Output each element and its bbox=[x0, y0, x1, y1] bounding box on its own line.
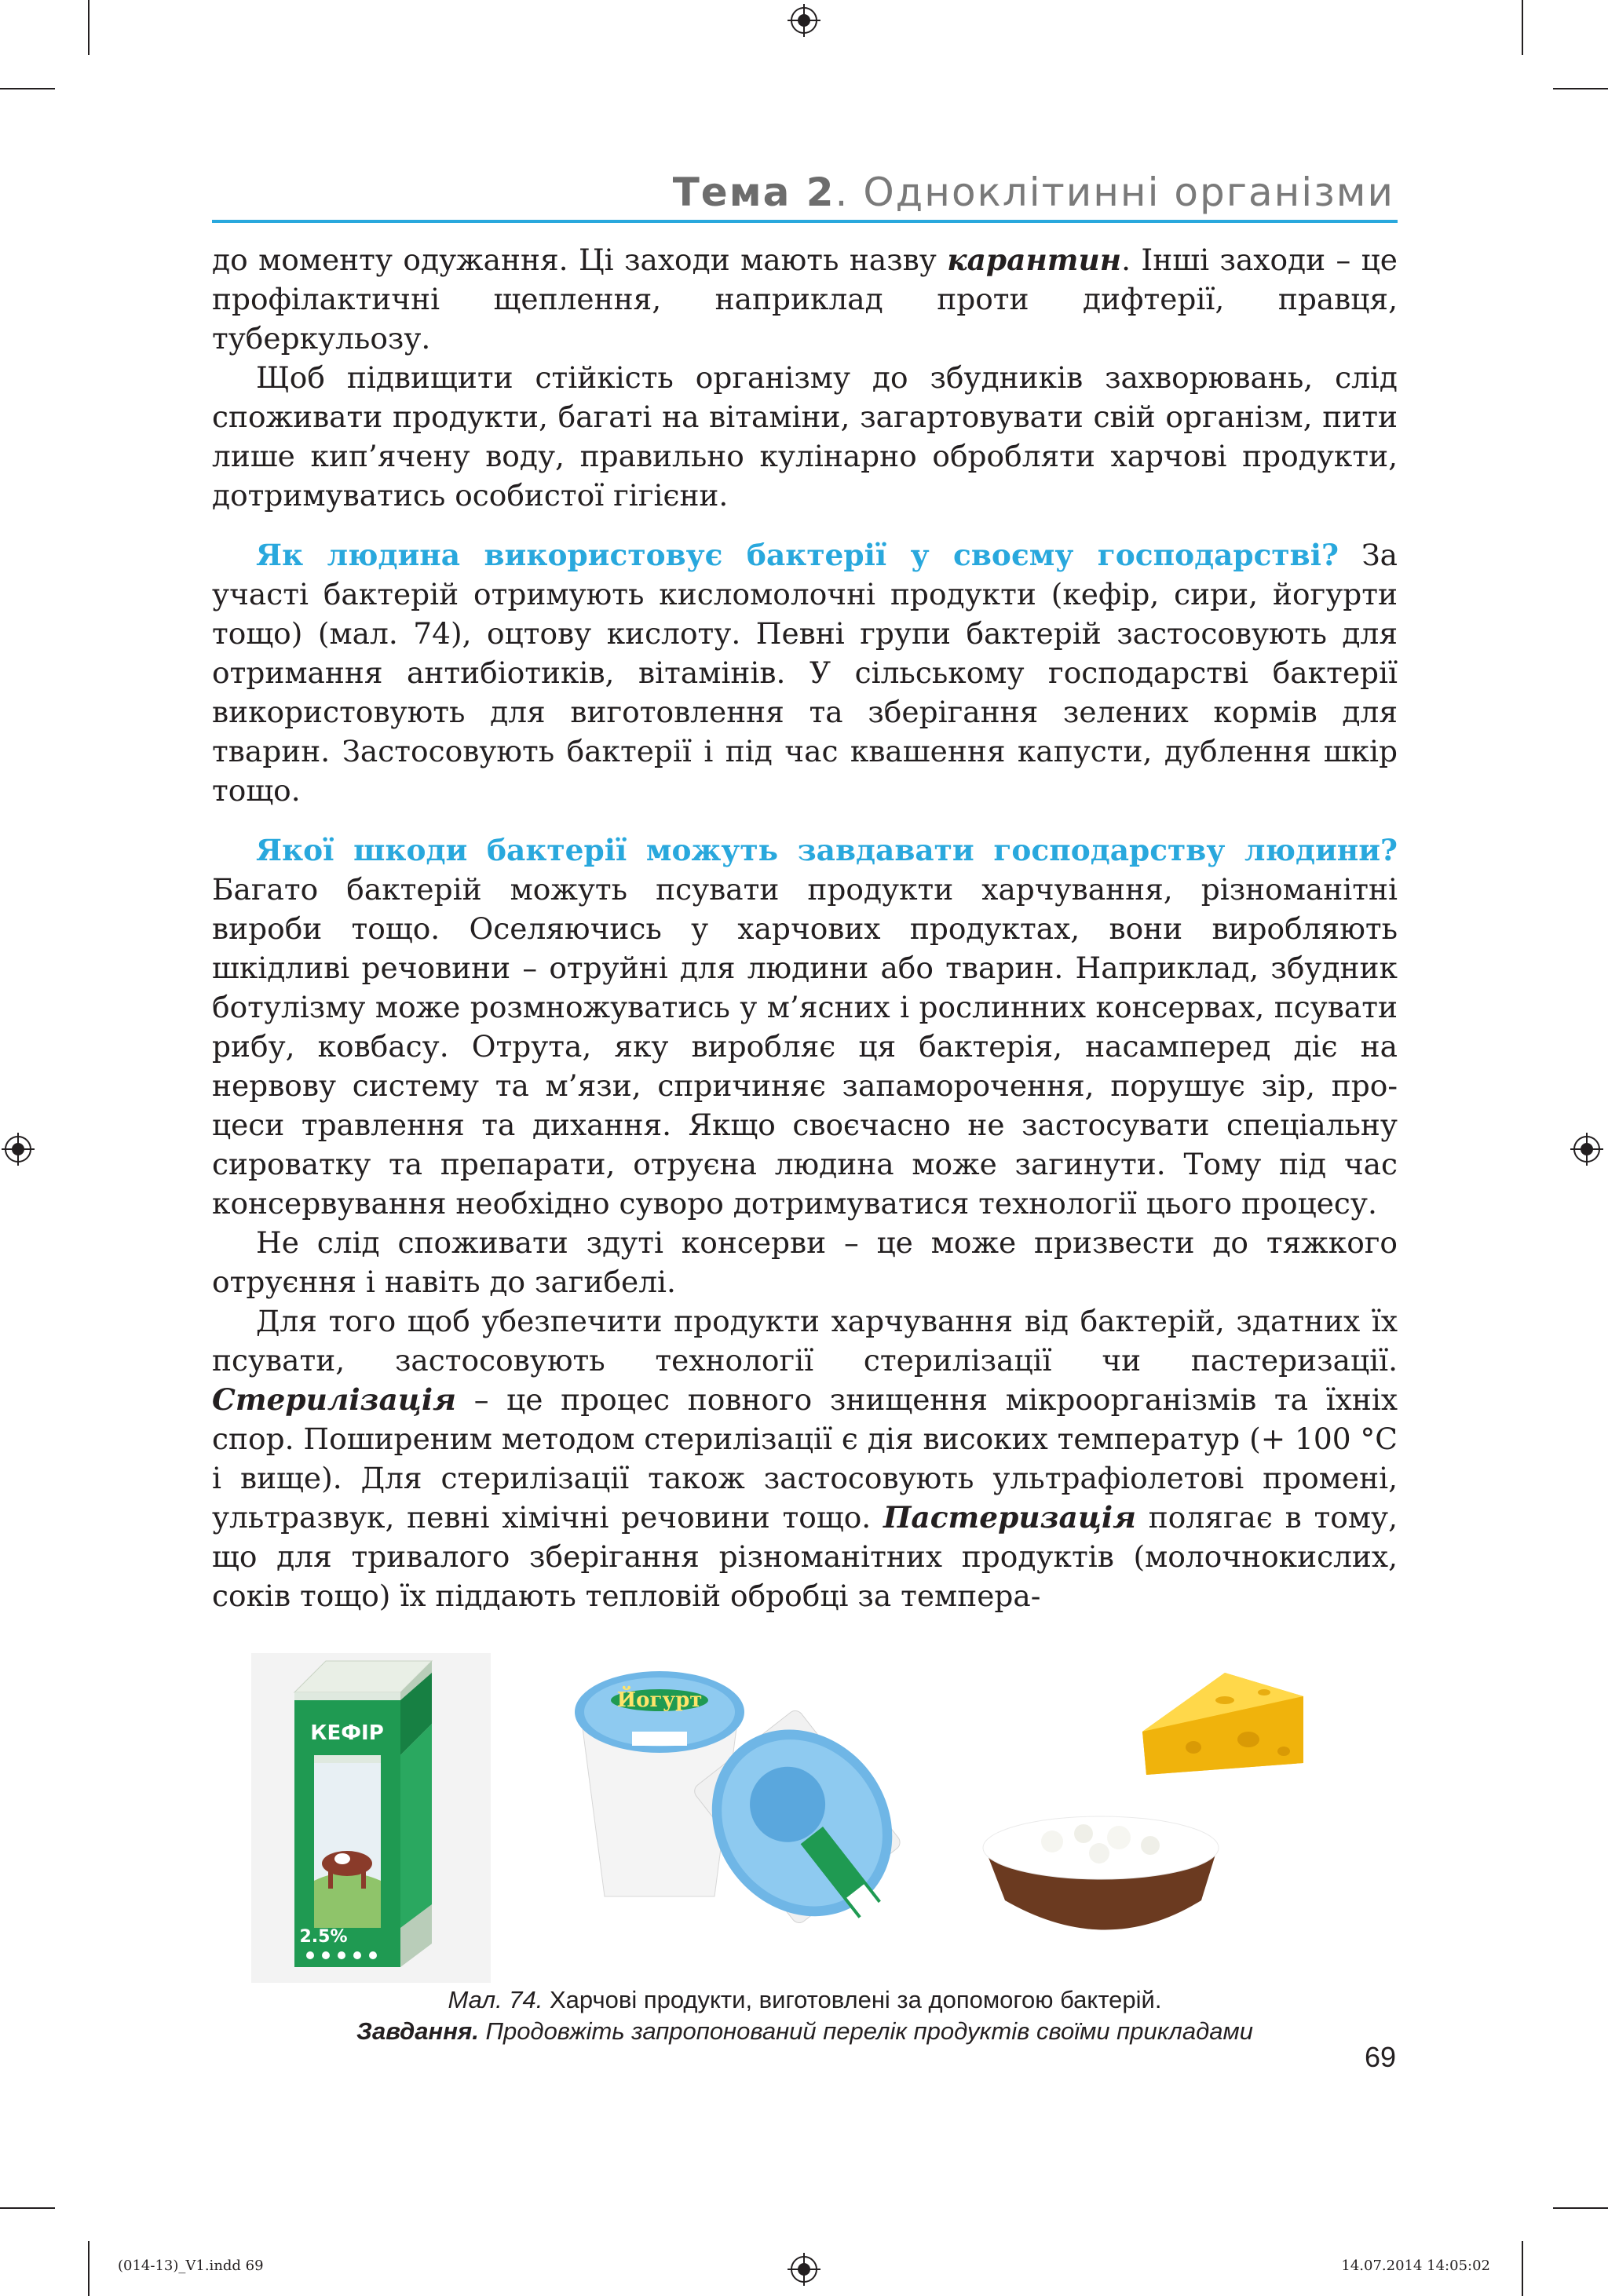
kefir-label: КЕФІР bbox=[310, 1721, 384, 1745]
slug-timestamp: 14.07.2014 14:05:02 bbox=[1341, 2258, 1490, 2274]
header-topic-title: Одноклітинні організми bbox=[863, 170, 1394, 215]
caption-task-line bbox=[212, 2016, 1398, 2047]
paragraph: Не слід споживати здуті консерви – це може призвести до тяжкого отруєння і навіть до загибелі. bbox=[212, 1225, 1398, 1299]
registration-mark-icon bbox=[788, 4, 820, 37]
registration-mark-icon bbox=[788, 2253, 820, 2286]
task-text: Продовжіть запропонований перелік продуктів своїми прикладами bbox=[478, 2017, 1253, 2045]
term-sterilization: Стерилізація bbox=[212, 1382, 457, 1417]
paragraph-text: За участі бактерій отримують кисломолочні продукти (кефір, сири, йогурти тощо) (мал. 74), оцтову кислоту. Певні групи бактерій застосовують для отримання антибіотиків, вітамінів. У сільському господарстві бактерії використовують для виготовлення та зберігання зелених кормів для тварин. Застосовують бактерії і під час квашення капусти, дублення шкір тощо. bbox=[212, 538, 1398, 808]
crop-mark bbox=[1553, 2207, 1608, 2209]
paragraph-text: Багато бактерій можуть псувати продукти харчування, різноманітні вироби тощо. Оселяючись у харчових продуктах, вони виробляють шкідливі речовини – отруйні для людини або тварин. Наприклад, збудник ботулiзму може розмножуватись у м’ясних і рослинних консервах, псувати рибу, ковбасу. Отрута, яку виробляє ця бактерія, насамперед діє на нервову систему та м’язи, спричиняє запаморочення, порушує зір, процеси травлення та дихання. Якщо своєчасно не застосувати спеціальну сироватку та препарати, отруєна людина може загинути. Тому під час консервування необхідно суворо дотримуватися технології цього процесу. bbox=[212, 872, 1398, 1221]
term-quarantine: карантин bbox=[947, 243, 1122, 277]
slug-file-info: (014-13)_V1.indd 69 bbox=[118, 2258, 264, 2274]
body-text bbox=[212, 240, 1398, 1615]
page-number: 69 bbox=[1364, 2041, 1396, 2073]
crop-mark bbox=[0, 88, 55, 89]
crop-mark bbox=[88, 2241, 90, 2296]
registration-mark-icon bbox=[2, 1133, 35, 1166]
crop-mark bbox=[1522, 0, 1523, 55]
crop-mark bbox=[0, 2207, 55, 2209]
kefir-carton-image bbox=[251, 1653, 491, 1983]
paragraph bbox=[212, 535, 1398, 810]
paragraph-text: – це процес повного знищення мікроорганізмів та їхніх спор. Поширеним методом стерилізації є дія високих температур (+ 100 °С і вище). Для стерилізації також застосовують ультрафіолетові промені, ультразвук, певні хімічні речовини тощо. bbox=[212, 1382, 1398, 1535]
paragraph bbox=[212, 830, 1398, 1223]
crop-mark bbox=[88, 0, 90, 55]
task-label: Завдання. bbox=[356, 2017, 479, 2045]
registration-mark-icon bbox=[1570, 1133, 1603, 1166]
header-title bbox=[673, 170, 1394, 215]
paragraph bbox=[212, 240, 1398, 358]
figure-caption bbox=[212, 1984, 1398, 2047]
figure-illustration bbox=[236, 1645, 1374, 1991]
crop-mark bbox=[1522, 2241, 1523, 2296]
kefir-fat-label: 2.5% bbox=[299, 1927, 348, 1947]
yogurt-label: Йогурт bbox=[616, 1688, 703, 1712]
paragraph-text: Для того щоб убезпечити продукти харчування від бактерій, здатних їх псувати, застосовують технології стерилізації чи пастеризації. bbox=[212, 1304, 1398, 1378]
crop-mark bbox=[1553, 88, 1608, 89]
figure-dairy-products bbox=[236, 1645, 1374, 1991]
paragraph bbox=[212, 1301, 1398, 1615]
running-header bbox=[212, 163, 1398, 223]
section-question: Якої шкоди бактерії можуть завдавати господарству людини? bbox=[256, 833, 1398, 867]
term-pasteurization: Пастеризація bbox=[883, 1500, 1137, 1535]
yogurt-cups-image bbox=[575, 1671, 941, 1968]
figure-title: Харчові продукти, виготовлені за допомогою бактерій. bbox=[543, 1986, 1162, 2013]
cottage-cheese-image bbox=[983, 1816, 1219, 1930]
figure-label: Мал. 74. bbox=[448, 1986, 543, 2013]
header-topic-label: Тема 2 bbox=[672, 170, 835, 215]
cheese-wedge-image bbox=[1142, 1673, 1303, 1775]
paragraph-text: до моменту одужання. Ці заходи мають назву bbox=[212, 243, 948, 277]
header-separator: . bbox=[835, 170, 850, 215]
paragraph: Щоб підвищити стійкість організму до збудників захворювань, слід споживати продукти, багаті на вітаміни, загартовувати свій організм, пити лише кип’ячену воду, правильно кулінарно обробляти харчові продукти, дотримуватись особистої гігієни. bbox=[212, 360, 1398, 513]
paragraph-text: . Інші заходи – це профілактичні щеплення, наприклад проти дифтерії, правця, туберкульозу. bbox=[212, 243, 1398, 356]
section-question: Як людина використовує бактерії у своєму господарстві? bbox=[256, 538, 1339, 572]
paragraph-text: полягає в тому, що для тривалого зберігання різноманітних продуктів (молочнокислих, соків тощо) їх піддають тепловій обробці за темпера- bbox=[212, 1500, 1398, 1613]
caption-title-line bbox=[212, 1984, 1398, 2016]
